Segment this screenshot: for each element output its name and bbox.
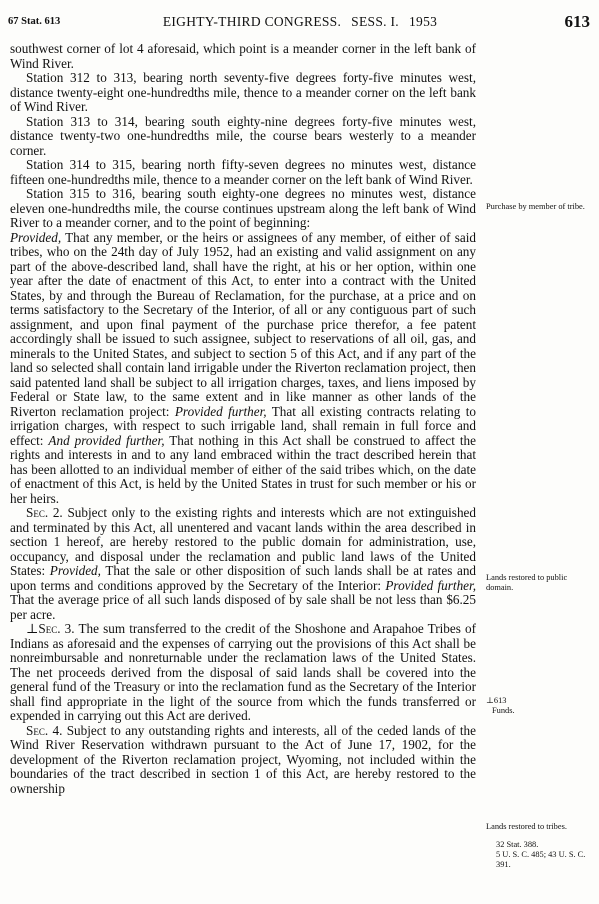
- section-text: That the average price of all such lands disposed of by sale shall be not less than $6.25 per acre.: [10, 592, 476, 622]
- paragraph: southwest corner of lot 4 aforesaid, which point is a meander corner in the left bank of Wind River.: [10, 41, 476, 71]
- proviso-lead: Provided,: [10, 229, 62, 245]
- section-text: The sum transferred to the credit of the Shoshone and Arapahoe Tribes of Indians as aforesaid and the expenses of carrying out the provisions of this Act shall be nonreimbursable and nonreturnable under the reclamation laws of the United States. The net proceeds derived from the disposal of said lands shall be covered into the general fund of the Treasury or into the reclamation fund as the Secretary of the Interior shall find appropriate in the light of the source from which the funds transferred or expended in carrying out this Act are derived.: [10, 621, 477, 723]
- statute-body: [10, 42, 476, 796]
- margin-note-purchase: [486, 202, 592, 212]
- section-3-paragraph: [10, 622, 476, 724]
- proviso-text: That all existing contracts relating to irrigation charges, with respect to such irrigable land, shall remain in full force and effect:: [10, 403, 476, 448]
- section-label: Sec. 4.: [26, 722, 63, 738]
- margin-note-funds: [486, 696, 592, 716]
- paragraph: Station 313 to 314, bearing south eighty-nine degrees forty-five minutes west, distance twenty-two one-hundredths mile, the course bears westerly to a meander corner.: [10, 113, 476, 158]
- paragraph: Station 314 to 315, bearing north fifty-seven degrees no minutes west, distance fifteen one-hundredths mile, thence to a meander corner on the left bank of Wind River.: [10, 157, 476, 187]
- citation-note: 32 Stat. 388.: [496, 840, 539, 849]
- session-label: SESS. I.: [351, 14, 399, 29]
- proviso-further-lead: Provided further,: [174, 403, 267, 419]
- paragraph: Station 312 to 313, bearing north seventy-five degrees forty-five minutes west, distance twenty-eight one-hundredths mile, thence to a meander corner on the left bank of Wind River.: [10, 70, 476, 114]
- margin-note-text: Purchase by member of tribe.: [486, 202, 585, 211]
- header-title: [8, 14, 592, 30]
- section-text: Subject only to the existing rights and interests which are not extinguished and terminated by this Act, all unentered and vacant lands within the area described in section 1 hereof, are hereby restored to the public domain for administration, use, occupancy, and disposal under the reclamation and public land laws of the United States:: [10, 505, 476, 578]
- margin-note-lands-public: [486, 573, 592, 593]
- proviso-paragraph: [10, 231, 476, 507]
- paragraph: Station 315 to 316, bearing south eighty-one degrees no minutes west, distance eleven one-hundredths mile, the course continues upstream along the left bank of Wind River to a meander corner, and to the point of beginning:: [10, 186, 476, 230]
- section-label: Sec. 3.: [38, 621, 75, 636]
- proviso-text: That any member, or the heirs or assignees of any member, of either of said tribes, who on the 24th day of July 1952, had an existing and valid assignment on any part of the above-described land, shall have the right, at his or her option, within one year after the date of enactment of this Act, to enter into a contract with the United States, by and through the Bureau of Reclamation, for the purchase, at a price and on terms satisfactory to the Secretary of the Interior, of all or any contiguous part of such assignment, and upon final payment of the purchase price therefor, a fee patent accordingly shall be issued to such assignee, subject to reservations of all oil, gas, and minerals to the United States, and subject to section 5 of this Act, and if any part of the land so selected shall contain land irrigable under the Riverton reclamation project, then said patented land shall be subject to all irrigation charges, taxes, and liens imposed by Federal or State law, to the same extent and in like manner as other lands of the Riverton reclamation project:: [10, 229, 476, 419]
- proviso-text: That nothing in this Act shall be construed to affect the rights and interests in and to any land embraced within the tract described herein that has been allotted to an individual member of either of the said tribes which, on the date of enactment of this Act, is held by the United States in trust for such member or his or her heirs.: [10, 432, 476, 506]
- section-2-paragraph: [10, 506, 476, 622]
- section-text: That the sale or other disposition of such lands shall be at rates and upon terms and conditions approved by the Secretary of the Interior:: [10, 563, 477, 593]
- proviso-lead: Provided,: [49, 563, 101, 578]
- section-4-paragraph: [10, 724, 476, 797]
- section-text: Subject to any outstanding rights and interests, all of the ceded lands of the Wind River Reservation withdrawn pursuant to the Act of June 17, 1902, for the development of the Riverton reclamation project, Wyoming, not included within the boundaries of the tract described in section 1 of this Act, are hereby restored to the ownership: [10, 722, 476, 796]
- running-header: [8, 12, 592, 34]
- statute-citation: 67 Stat. 613: [8, 16, 61, 27]
- year-label: 1953: [408, 14, 438, 29]
- page-break-mark: ⊥: [26, 621, 39, 636]
- citation-note: 5 U. S. C. 485; 43 U. S. C. 391.: [496, 850, 586, 869]
- proviso-and-further-lead: And provided further,: [48, 432, 165, 448]
- margin-note-text: Lands restored to public domain.: [486, 573, 568, 592]
- proviso-further-lead: Provided further,: [385, 577, 476, 593]
- page-marker: ⊥613: [486, 696, 507, 705]
- margin-note-lands-tribes: [486, 822, 592, 870]
- margin-note-text: Funds.: [492, 706, 515, 715]
- section-label: Sec. 2.: [26, 505, 63, 520]
- congress-label: EIGHTY-THIRD CONGRESS.: [162, 14, 342, 29]
- margin-note-text: Lands restored to tribes.: [486, 822, 567, 831]
- page-number: 613: [564, 12, 590, 31]
